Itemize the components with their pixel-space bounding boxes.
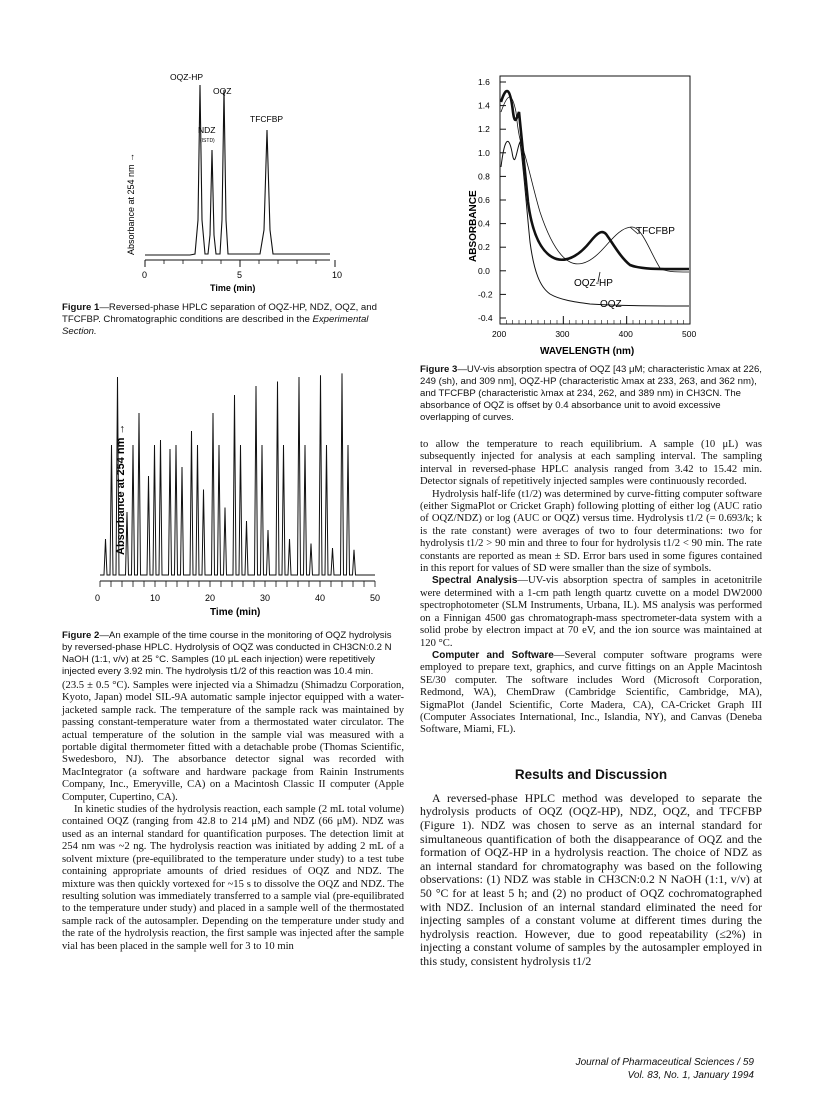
figure-3-y-tick-label: 0.8 — [478, 171, 490, 182]
figure-2-tick-label: 20 — [205, 593, 216, 603]
figure-3-caption-text: —UV-vis absorption spectra of OQZ [43 μM; characteristic λmax at 226, 249 (sh), and 309 nm], OQZ-HP (characteristic λmax at 233, 263, and 362 nm), and TFCFBP (characteristic λmax at 234, 262, and 389 nm) in CH3CN. The absorbance of OQZ is offset by 0.4 absorbance unit to avoid excessive overlapping of curves. — [420, 364, 762, 423]
figure-1-caption — [62, 302, 402, 338]
left-paragraph-1: (23.5 ± 0.5 °C). Samples were injected via a Shimadzu (Shimadzu Corporation, Kyoto, Japan) model SIL-9A automatic sample injector equipped with a water-jacketed sample rack. The temperature of the sample rack was maintained by passing constant-temperature water from a thermostated water circulator. The actual temperature of the solution in the sample vial was measured with a portable digital thermometer fitted with a detachable probe (Thomas Scientific, Swedesboro, NJ). The absorbance detector signal was recorded with MacIntegrator (a software and hardware package from Rainin Instruments Company, Inc., Emeryville, CA) on a Macintosh Classic II computer (Apple Computer, Cupertino, CA). — [62, 680, 404, 803]
right-column-text — [420, 439, 762, 968]
figure-1-peak-label-ndz: NDZ — [198, 125, 216, 135]
figure-3-y-tick-label: 0.2 — [478, 242, 490, 253]
figure-3-caption-label: Figure 3 — [420, 364, 458, 375]
results-discussion-heading: Results and Discussion — [514, 766, 668, 782]
figure-3-label-tfcfbp: TFCFBP — [636, 226, 675, 237]
figure-3-y-tick-label: 1.0 — [478, 147, 490, 158]
right-paragraph-3: Spectral Analysis—UV-vis absorption spectra of samples in acetonitrile were determined with a 1-cm path length quartz cuvette on a model DW2000 spectrophotometer (SLM Instruments, Urbana, IL). MS analysis was performed on a Finnigan 4500 gas chromatograph-mass spectrometer-data system with a solid probe by electron impact at 70 eV, and the ion source was maintained at 120 °C. — [420, 575, 763, 649]
figure-1-ylabel: Absorbance at 254 nm → — [126, 152, 136, 255]
figure-2-tick-label: 0 — [95, 593, 101, 603]
journal-footer — [500, 1056, 754, 1082]
figure-1-tick-label: 10 — [332, 270, 343, 280]
figure-2-xlabel: Time (min) — [210, 607, 261, 618]
footer-journal-line: Journal of Pharmaceutical Sciences / 59 — [575, 1057, 754, 1068]
figure-2-trace — [100, 373, 375, 575]
figure-2-x-ticks — [95, 581, 380, 603]
figure-1-peak-label-tfcfbp: TFCFBP — [250, 114, 284, 124]
figure-3-x-tick-label: 300 — [555, 329, 570, 339]
figure-1-xlabel: Time (min) — [210, 283, 256, 293]
right-paragraph-4: Computer and Software—Several computer software programs were employed to prepare text, graphics, and curve fittings on an Apple Macintosh SE/30 computer. The software includes Word (Microsoft Corporation, Redmond, WA), ChemDraw (Cambridge Scientific, Cambridge, MA), SigmaPlot (Jandel Scientific, Corte Madera, CA), CA-Cricket Graph III (Computer Associates International, Inc., Islandia, NY), and Canvas (Deneba Software, Miami, FL). — [420, 649, 762, 736]
figure-1-trace — [145, 85, 330, 255]
figure-2-tick-label: 10 — [150, 593, 161, 603]
computer-software-heading: Computer and Software — [432, 649, 554, 661]
figure-1-chromatogram — [110, 70, 350, 300]
figure-2-time-course — [60, 345, 400, 625]
right-paragraph-2: Hydrolysis half-life (t1/2) was determined by curve-fitting computer software (either SigmaPlot or Cricket Graph) following plotting of either log (AUC ratio of OQZ/NDZ) or log (AUC or OQZ) versus time. Hydrolysis t1/2 (= 0.693/k; k is the rate constant) were averages of two to four determinations: two for hydrolysis t1/2 > 90 min and three to four for hydrolysis t1/2 < 90 min. The rate constants are reported as mean ± SD. Error bars used in some figures contained in this report for values of SD were smaller than the size of symbols. — [420, 488, 762, 575]
figure-3-x-tick-label: 500 — [681, 329, 697, 339]
figure-3-y-tick-label: -0.2 — [478, 289, 493, 300]
figure-1-peak-label-istd: (ISTD) — [200, 138, 215, 144]
figure-1-caption-text: —Reversed-phase HPLC separation of OQZ-HP, NDZ, OQZ, and TFCFBP. Chromatographic conditions are described in the — [62, 302, 377, 325]
figure-3-curve-oqz-hp — [501, 91, 689, 269]
figure-1-peak-label-oqz: OQZ — [213, 86, 232, 96]
figure-2-tick-label: 40 — [315, 593, 326, 603]
left-column-text — [62, 680, 404, 953]
figure-3-x-tick-label: 400 — [618, 329, 633, 339]
spectral-analysis-heading: Spectral Analysis — [432, 575, 518, 587]
figure-3-y-tick-label: 1.6 — [478, 77, 490, 87]
figure-3-y-tick-label: 0.0 — [478, 265, 490, 276]
figure-3-uv-spectra — [460, 72, 720, 362]
figure-2-ylabel: Absorbance at 254 nm → — [115, 423, 127, 555]
figure-2-caption-label: Figure 2 — [62, 630, 100, 641]
left-paragraph-2: In kinetic studies of the hydrolysis reaction, each sample (2 mL total volume) contained OQZ (ranging from 42.8 to 214 μM) and NDZ (66 μM). NDZ was used as an internal standard for quantification purposes. The detection limit at 254 nm was ~2 ng. The hydrolysis reaction was initiated by adding 2 mL of a solvent mixture (pre-equilibrated to the temperature under study) to a test tube containing appropriate amounts of dried residues of OQZ and NDZ. The mixture was then quickly vortexed for ~15 s to dissolve the OQZ and NDZ. The resulting solution was immediately transferred to a sample vial (pre-equilibrated to the temperature under study) and placed in a sample well of the thermostated sample rack of the autosampler. Depending on the temperature under study and the rate of the hydrolysis reaction, the first sample was injected after the sample vial has been placed in the sample well for 3 to 10 min — [62, 804, 404, 952]
figure-3-y-tick-label: -0.4 — [478, 313, 493, 323]
figure-3-y-tick-label: 1.2 — [478, 124, 490, 135]
right-paragraph-5: A reversed-phase HPLC method was developed to separate the hydrolysis products of OQZ (OQZ-HP), NDZ, OQZ, and TFCFBP (Figure 1). NDZ was chosen to serve as an internal standard for simultaneous quantification of both the disappearance of OQZ and the formation of OQZ-HP in a hydrolysis reaction. The choice of NDZ as an internal standard for chromatography was based on the following observations: (1) NDZ was stable in CH3CN:0.2 N NaOH (1:1, v/v) at 50 °C for at least 5 h; and (2) no product of OQZ cochromatographed with NDZ. Inclusion of an internal standard eliminated the need for injecting samples of a constant volume at different times during the hydrolysis reaction. However, due to good repeatability (≤2%) in injecting a constant volume of samples by the autosampler employed in this study, consistent hydrolysis t1/2 — [420, 790, 762, 968]
figure-3-y-tick-label: 1.4 — [478, 100, 490, 111]
figure-3-label-oqz-hp: OQZ-HP — [574, 278, 613, 289]
figure-2-caption — [62, 630, 402, 678]
figure-1-x-ticks — [142, 260, 342, 280]
figure-3-label-oqz: OQZ — [600, 299, 622, 310]
footer-volume-line: Vol. 83, No. 1, January 1994 — [627, 1070, 754, 1081]
figure-3-caption — [420, 364, 762, 424]
figure-3-y-ticks — [478, 77, 506, 323]
figure-1-peak-label-oqz-hp: OQZ-HP — [170, 72, 204, 82]
figure-2-tick-label: 50 — [370, 593, 381, 603]
figure-2-tick-label: 30 — [260, 593, 271, 603]
figure-3-y-tick-label: 0.6 — [478, 195, 490, 205]
figure-3-x-tick-label: 200 — [492, 329, 507, 339]
figure-2-caption-text: —An example of the time course in the monitoring of OQZ hydrolysis by reversed-phase HPLC. Hydrolysis of OQZ was conducted in CH3CN:0.2 N NaOH (1:1, v/v) at 25 °C. Samples (10 μL each injection) were repetitively injected every 3.92 min. The hydrolysis t1/2 of this reaction was 10.4 min. — [62, 630, 392, 677]
figure-3-x-ticks — [492, 316, 696, 339]
figure-1-tick-label: 0 — [142, 270, 148, 280]
figure-1-caption-label: Figure 1 — [62, 302, 100, 313]
figure-3-xlabel: WAVELENGTH (nm) — [540, 346, 635, 357]
figure-3-curve-tfcfbp — [501, 97, 689, 272]
figure-2-chromatogram-path — [100, 373, 375, 575]
figure-3-ylabel: ABSORBANCE — [468, 190, 479, 262]
figure-3-y-tick-label: 0.4 — [478, 218, 490, 229]
figure-1-caption-italic: Experimental Section. — [62, 314, 369, 337]
right-paragraph-1: to allow the temperature to reach equilibrium. A sample (10 μL) was subsequently injected for analysis at each sampling interval. The sampling interval in reversed-phase HPLC analysis ranged from 3.42 to 15.42 min. Detector signals of repetitively injected samples were continuously recorded. — [420, 439, 762, 488]
figure-1-tick-label: 5 — [237, 270, 243, 280]
